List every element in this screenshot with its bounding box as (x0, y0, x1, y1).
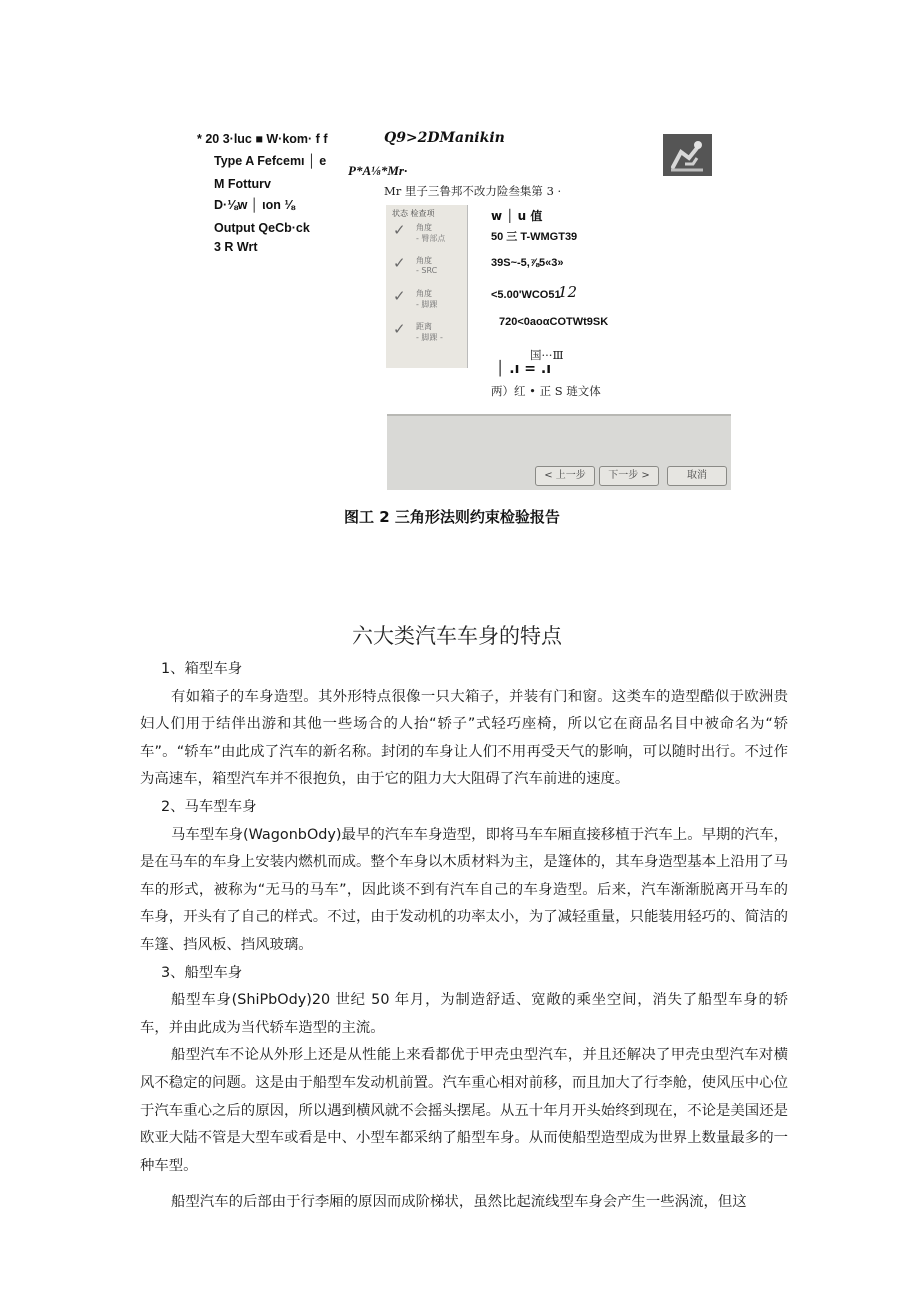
check-icon: ✓ (393, 320, 406, 338)
value-row-number: 12 (558, 283, 578, 301)
check-item[interactable] (386, 219, 467, 252)
manikin-seat-icon (663, 134, 712, 176)
value-row: 50 三 T-WMGT39 (491, 231, 578, 243)
dialog-footer (387, 414, 731, 490)
paragraph: 有如箱子的车身造型。其外形特点很像一只大箱子，并装有门和窗。这类车的造型酷似于欧洲贵妇人们用于结伴出游和其他一些场合的人抬“轿子”式轻巧座椅，所以它在商品名目中被命名为“轿车”。“轿车”由此成了汽车的新名称。封闭的车身让人们不用再受天气的影响，可以随时出行。不过作为高速车，箱型汽车并不很抱负，由于它的阻力大大阻碍了汽车前进的速度。 (140, 688, 788, 788)
check-item[interactable] (386, 252, 467, 285)
figure-label-1: * 20 3·luc ■ W·kom· f f (197, 132, 328, 146)
back-button[interactable]: < 上一步 (535, 466, 595, 486)
figure-caption: 图工 2 三角形法则约束检验报告 (344, 508, 560, 526)
check-item[interactable] (386, 285, 467, 318)
cancel-button[interactable]: 取消 (667, 466, 727, 486)
figure-label-3: M Fotturv (214, 177, 271, 191)
check-icon: ✓ (393, 254, 406, 272)
section-heading: 2、马车型车身 (161, 798, 257, 815)
lower-line-1: 国···Ⅲ (530, 348, 564, 362)
value-header: w │ u 值 (491, 209, 543, 223)
section-heading: 3、船型车身 (161, 964, 243, 981)
check-item-label: 角度 (416, 223, 432, 232)
next-button[interactable]: 下一步 > (599, 466, 659, 486)
check-icon: ✓ (393, 287, 406, 305)
paragraph: 船型汽车不论从外形上还是从性能上来看都优于甲壳虫型汽车，并且还解决了甲壳虫型汽车对横风不稳定的问题。这是由于船型车发动机前置。汽车重心相对前移，而且加大了行李舱，使风压中心位于汽车重心之后的原因，所以遇到横风就不会摇头摆尾。从五十年月开头始终到现在，不论是美国还是欧亚大陆不管是大型车或看是中、小型车都采纳了船型车身。从而使船型造型成为世界上数量最多的一种车型。 (140, 1047, 788, 1174)
check-item-sub: - SRC (416, 266, 438, 275)
figure-label-5: Output QeCb·ck (214, 221, 310, 235)
check-panel (386, 205, 468, 368)
paragraph: 马车型车身(WagonbOdy)最早的汽车车身造型，即将马车车厢直接移植于汽车上。早期的汽车，是在马车的车身上安装内燃机而成。整个车身以木质材料为主，是篷体的，其车身造型基本上沿用了马车的形式，被称为“无马的马车”，因此谈不到有汽车自己的车身造型。后来，汽车渐渐脱离开马车的车身，开头有了自己的样式。不过，由于发动机的功率太小，为了减轻重量，只能装用轻巧的、简洁的车篷、挡风板、挡风玻璃。 (140, 826, 788, 953)
check-item-label: 角度 (416, 289, 432, 298)
check-item-label: 角度 (416, 256, 432, 265)
section-heading: 1、箱型车身 (161, 661, 243, 677)
value-row: <5.00'WCO51 (491, 289, 561, 301)
check-item[interactable] (386, 318, 467, 351)
check-panel-header: 状态 检查项 (392, 209, 435, 218)
lower-line-2: │ .ı = .ı (496, 361, 552, 377)
article-title: 六大类汽车车身的特点 (352, 624, 562, 648)
figure-label-6: 3 R Wrt (214, 240, 258, 254)
value-row: 720<0aoαCOTWt9SK (499, 316, 609, 328)
check-item-sub: - 脚踝 (416, 300, 438, 309)
lower-line-3: 两）红 • 正 S 琏文体 (491, 384, 601, 398)
paragraph: 船型车身(ShiPbOdy)20 世纪 50 年月，为制造舒适、宽敞的乘坐空间，消失了船型车身的轿车，并由此成为当代轿车造型的主流。 (140, 992, 788, 1036)
check-item-sub: - 脚踝 - (416, 333, 443, 342)
figure-sub-label: P*A⅛*Mr· (348, 163, 408, 178)
article-body (140, 656, 788, 1217)
paragraph: 船型汽车的后部由于行李厢的原因而成阶梯状，虽然比起流线型车身会产生一些涡流，但这 (171, 1194, 747, 1211)
check-icon: ✓ (393, 221, 406, 239)
figure-label-2: Type A Fefcemı │ e (214, 154, 327, 168)
check-item-sub: - 臀部点 (416, 234, 446, 243)
check-item-label: 距离 (416, 322, 432, 331)
manikin-logo (663, 134, 712, 176)
figure-label-4: D·⅛w │ ιon ⅛ (214, 198, 295, 212)
figure-heading: Q9>2DManikin (384, 130, 505, 146)
report-line: Mr 里子三鲁邦不改力险叁集第 3 · (384, 184, 562, 198)
value-row: 39S~-5,⅞5«3» (491, 257, 564, 269)
